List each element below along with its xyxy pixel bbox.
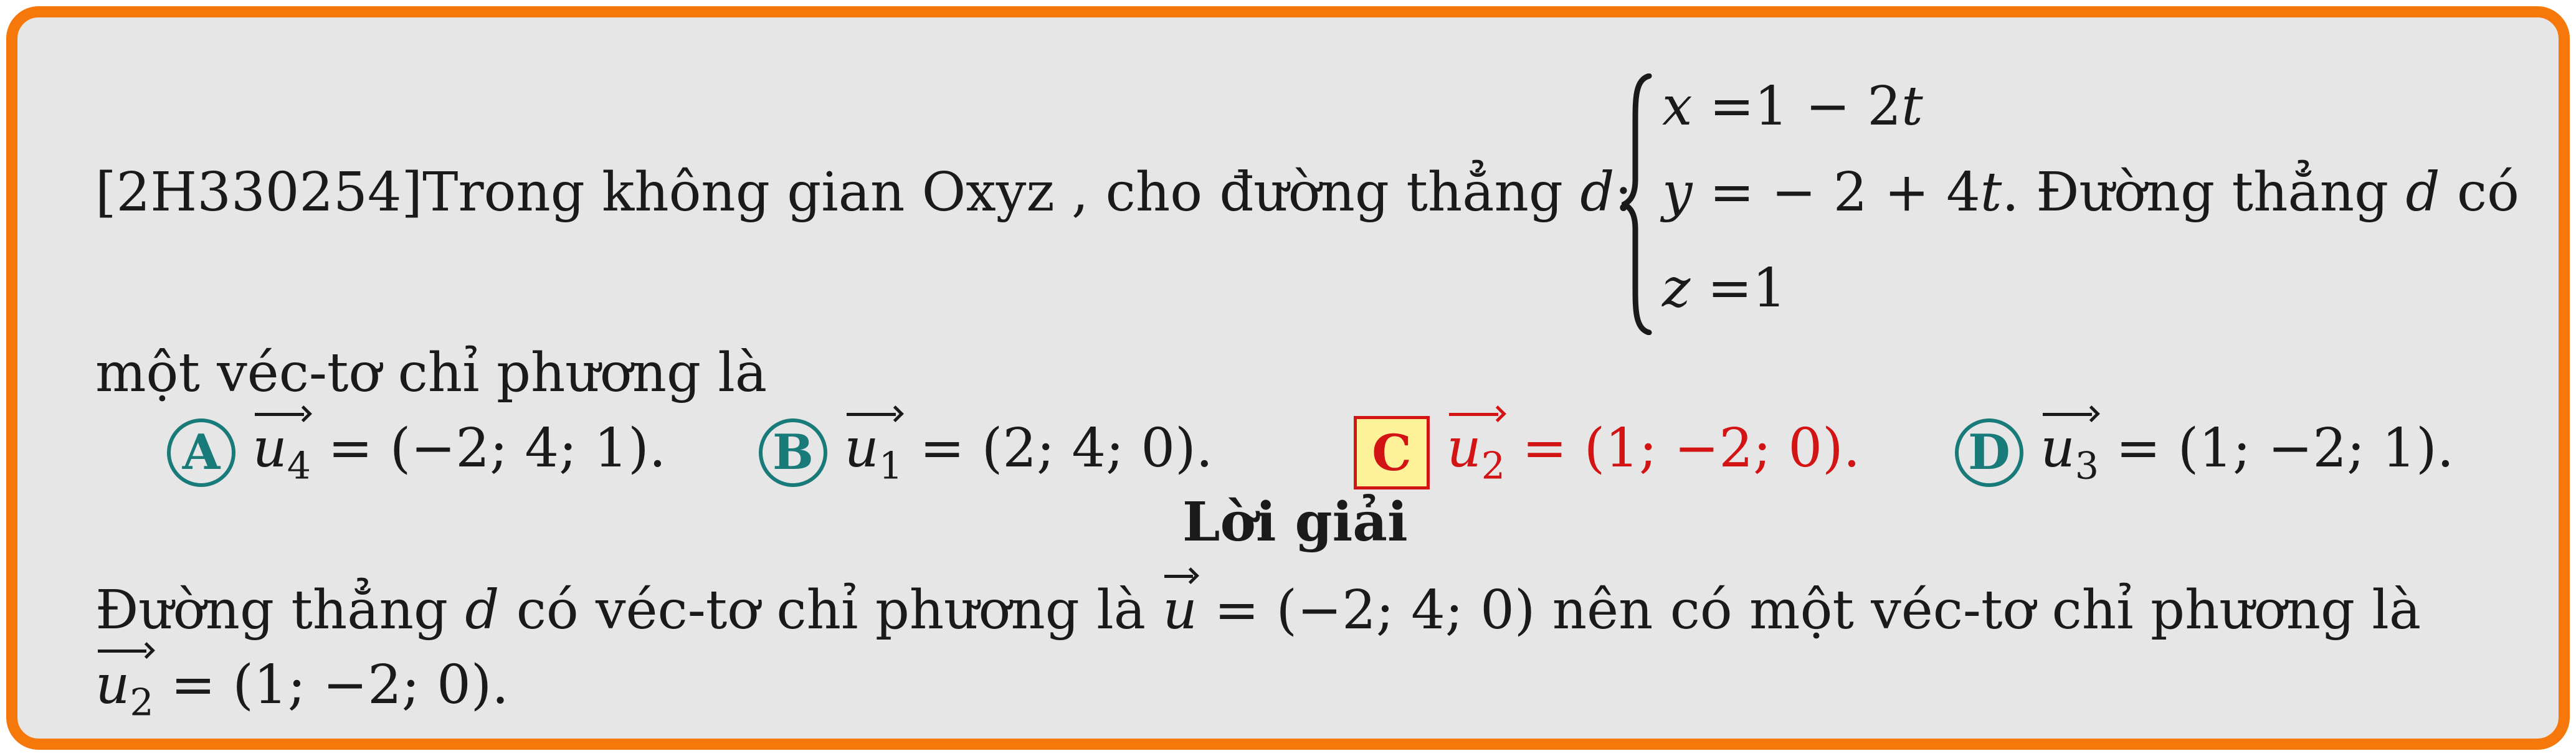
colon: : <box>1614 161 1633 224</box>
option-d-vector: $u_3$ <box>2040 404 2099 485</box>
option-b-vector: $u_1$ <box>844 404 903 485</box>
question-code: [2H330254] <box>95 161 423 224</box>
option-b-value: = (2; 4; 0). <box>920 417 1213 480</box>
system-row-2-tail: . <box>2002 161 2019 224</box>
option-a[interactable] <box>167 404 666 487</box>
system-row-3-rhs: =1 <box>1707 257 1787 319</box>
option-b-label[interactable]: B <box>759 418 827 487</box>
solution-text-1: Đường thẳng <box>95 579 449 642</box>
system-row-1-rhs: =1 − 2 <box>1709 75 1902 138</box>
option-a-value: = (−2; 4; 1). <box>328 417 667 480</box>
option-c[interactable] <box>1354 404 1860 489</box>
solution-line-2 <box>95 640 509 725</box>
option-a-vector: $u_4$ <box>252 404 311 485</box>
after-system-var: d <box>2405 161 2440 224</box>
solution-text-3: nên có một véc-tơ chỉ phương là <box>1552 579 2422 642</box>
system-row-2-var: t <box>1980 161 2002 224</box>
after-system-end: có <box>2456 161 2519 224</box>
system-row-2-rhs: = − 2 + 4 <box>1709 161 1980 224</box>
solution-line-1 <box>95 565 2422 642</box>
solution-value-2: = (1; −2; 0). <box>171 654 509 717</box>
system-row-1-var: t <box>1901 75 1923 138</box>
solution-title: Lời giải <box>1182 491 1408 554</box>
system-row-2-lhs: y <box>1662 161 1693 224</box>
solution-var: d <box>465 579 500 642</box>
question-intro-text: Trong không gian Oxyz , cho đường thẳng <box>422 161 1563 224</box>
question-card <box>6 6 2570 750</box>
solution-vector-u: u <box>1162 565 1197 637</box>
question-intro <box>95 161 1633 224</box>
solution-vector-u2: $u_2$ <box>95 640 154 722</box>
system-brace <box>1622 73 1653 335</box>
option-c-value: = (1; −2; 0). <box>1522 417 1861 480</box>
option-c-label[interactable]: C <box>1354 416 1430 489</box>
system-row-3 <box>1662 257 1787 319</box>
question-line-2: một véc-tơ chỉ phương là <box>95 342 768 404</box>
solution-text-2: có véc-tơ chỉ phương là <box>516 579 1146 642</box>
option-d[interactable] <box>1955 404 2454 487</box>
system-row-2 <box>1662 161 2519 224</box>
card-content <box>17 17 2559 739</box>
system-row-1-lhs: x <box>1662 75 1693 138</box>
line-variable: d <box>1580 161 1615 224</box>
option-c-vector: $u_2$ <box>1447 404 1505 485</box>
system-row-3-lhs: z <box>1662 257 1691 319</box>
solution-value-1: = (−2; 4; 0) <box>1214 579 1536 642</box>
system-row-1 <box>1662 75 1923 138</box>
after-system-text: Đường thẳng <box>2036 161 2389 224</box>
option-a-label[interactable]: A <box>167 418 235 487</box>
option-d-label[interactable]: D <box>1955 418 2023 487</box>
option-d-value: = (1; −2; 1). <box>2116 417 2455 480</box>
option-b[interactable] <box>759 404 1213 487</box>
